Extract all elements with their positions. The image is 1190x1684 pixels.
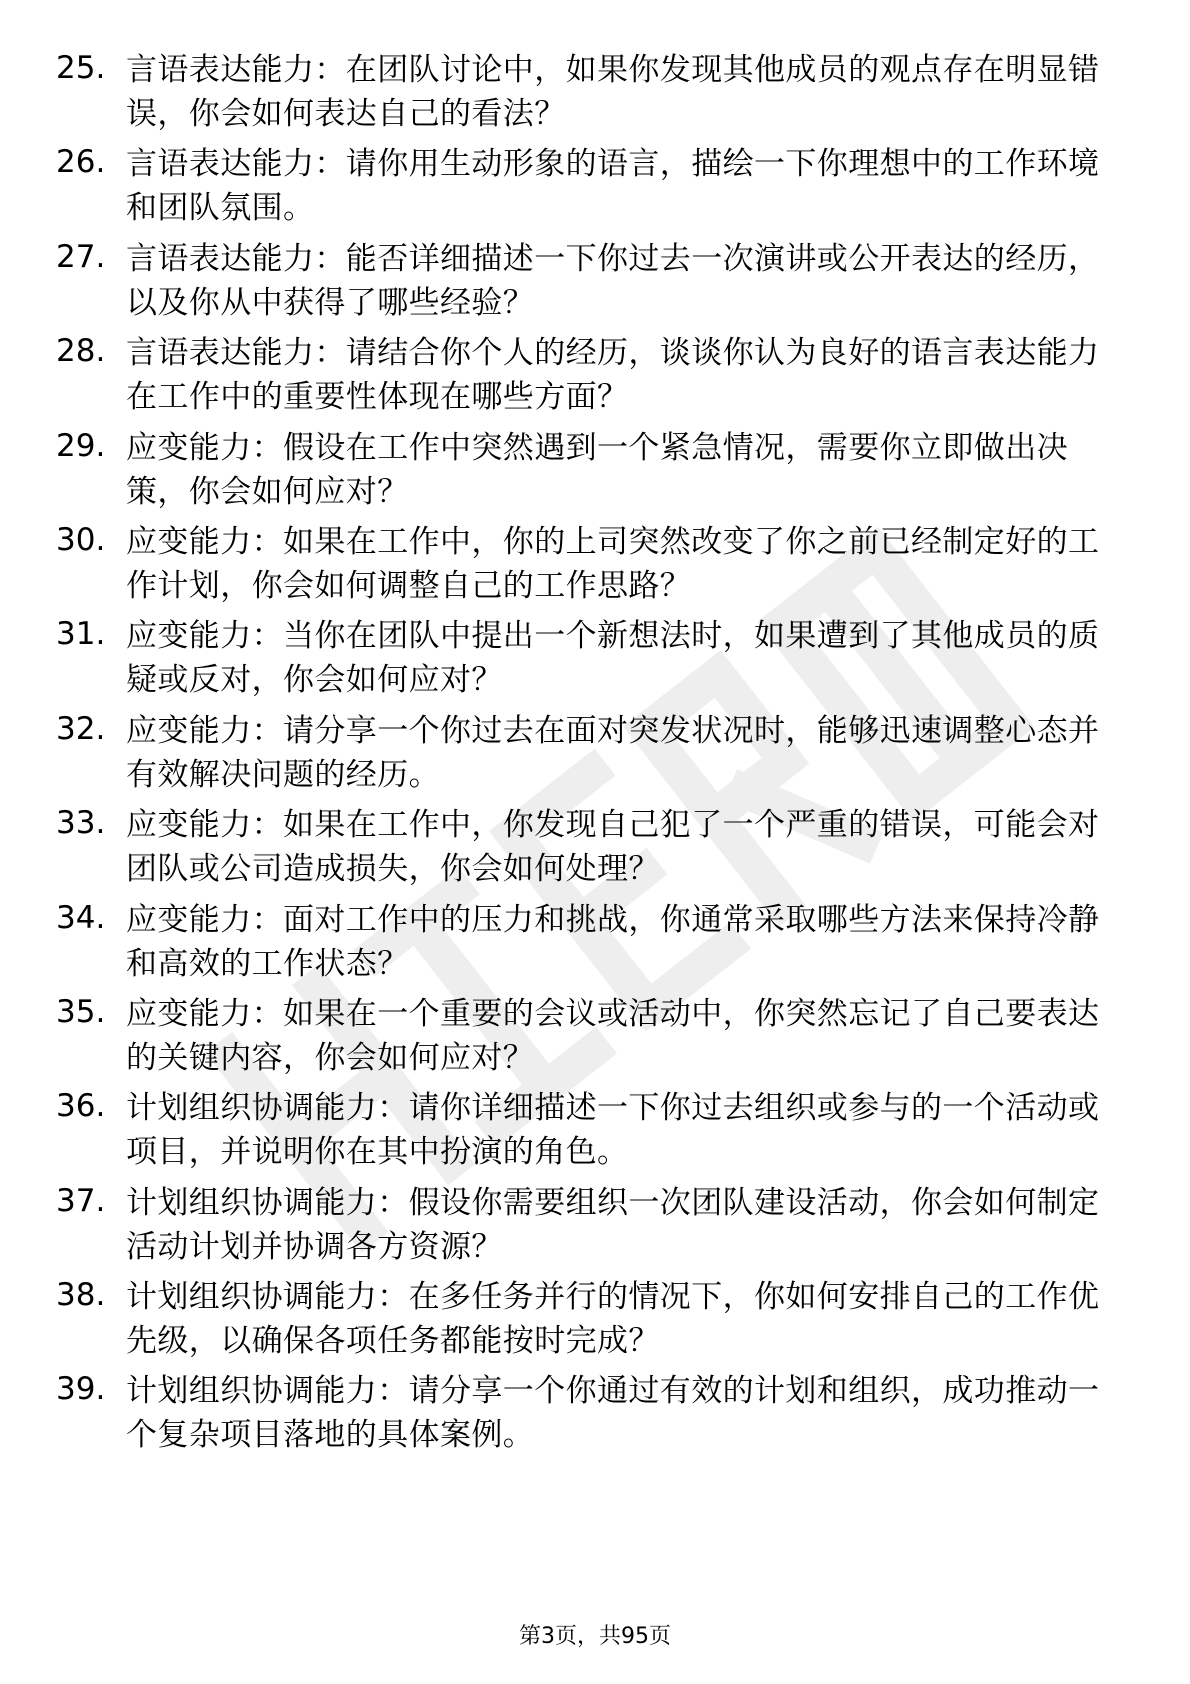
question-number: 35. <box>56 993 106 1030</box>
question-number: 38. <box>56 1277 106 1314</box>
question-item <box>0 1086 1190 1178</box>
question-text: 言语表达能力：在团队讨论中，如果你发现其他成员的观点存在明显错误，你会如何表达自己的看法？ <box>126 52 1100 132</box>
question-item <box>0 331 1190 423</box>
question-item <box>0 1369 1190 1461</box>
question-text: 计划组织协调能力：在多任务并行的情况下，你如何安排自己的工作优先级，以确保各项任务都能按时完成？ <box>126 1279 1100 1360</box>
question-item <box>0 803 1190 895</box>
question-number: 29. <box>56 427 106 464</box>
question-item <box>0 426 1190 518</box>
question-text: 计划组织协调能力：假设你需要组织一次团队建设活动，你会如何制定活动计划并协调各方资源？ <box>126 1184 1100 1265</box>
question-item <box>0 709 1190 801</box>
question-number: 33. <box>56 805 106 842</box>
question-number: 39. <box>56 1371 106 1408</box>
question-text: 计划组织协调能力：请你详细描述一下你过去组织或参与的一个活动或项目，并说明你在其中扮演的角色。 <box>126 1090 1100 1171</box>
question-number: 30. <box>56 521 106 558</box>
question-text: 言语表达能力：请结合你个人的经历，谈谈你认为良好的语言表达能力在工作中的重要性体现在哪些方面？ <box>126 335 1100 416</box>
question-text: 应变能力：如果在工作中，你的上司突然改变了你之前已经制定好的工作计划，你会如何调整自己的工作思路？ <box>126 523 1100 604</box>
question-number: 28. <box>56 333 106 370</box>
question-number: 31. <box>56 616 106 653</box>
question-number: 27. <box>56 238 106 275</box>
question-item <box>0 48 1190 140</box>
question-item <box>0 237 1190 329</box>
question-item <box>0 1275 1190 1367</box>
question-text: 言语表达能力：请你用生动形象的语言，描绘一下你理想中的工作环境和团队氛围。 <box>126 146 1100 227</box>
question-text: 应变能力：请分享一个你过去在面对突发状况时，能够迅速调整心态并有效解决问题的经历。 <box>126 712 1100 793</box>
question-number: 34. <box>56 899 106 936</box>
question-number: 37. <box>56 1182 106 1219</box>
question-text: 应变能力：如果在一个重要的会议或活动中，你突然忘记了自己要表达的关键内容，你会如何应对？ <box>126 995 1100 1076</box>
question-list <box>0 48 1190 1464</box>
question-item <box>0 614 1190 706</box>
question-item <box>0 520 1190 612</box>
question-number: 32. <box>56 710 106 747</box>
question-text: 应变能力：当你在团队中提出一个新想法时，如果遭到了其他成员的质疑或反对，你会如何应对？ <box>126 618 1100 699</box>
question-text: 应变能力：面对工作中的压力和挑战，你通常采取哪些方法来保持冷静和高效的工作状态？ <box>126 901 1100 982</box>
page-footer: 第3页，共95页 <box>519 1624 671 1649</box>
question-item <box>0 992 1190 1084</box>
question-text: 应变能力：假设在工作中突然遇到一个紧急情况，需要你立即做出决策，你会如何应对？ <box>126 429 1068 510</box>
question-item <box>0 142 1190 234</box>
question-item <box>0 1181 1190 1273</box>
question-text: 言语表达能力：能否详细描述一下你过去一次演讲或公开表达的经历，以及你从中获得了哪些经验？ <box>126 240 1100 321</box>
question-number: 25. <box>56 50 106 86</box>
question-number: 26. <box>56 144 106 181</box>
question-text: 应变能力：如果在工作中，你发现自己犯了一个严重的错误，可能会对团队或公司造成损失，你会如何处理？ <box>126 807 1100 888</box>
question-number: 36. <box>56 1088 106 1125</box>
question-item <box>0 898 1190 990</box>
question-text: 计划组织协调能力：请分享一个你通过有效的计划和组织，成功推动一个复杂项目落地的具体案例。 <box>126 1373 1100 1454</box>
